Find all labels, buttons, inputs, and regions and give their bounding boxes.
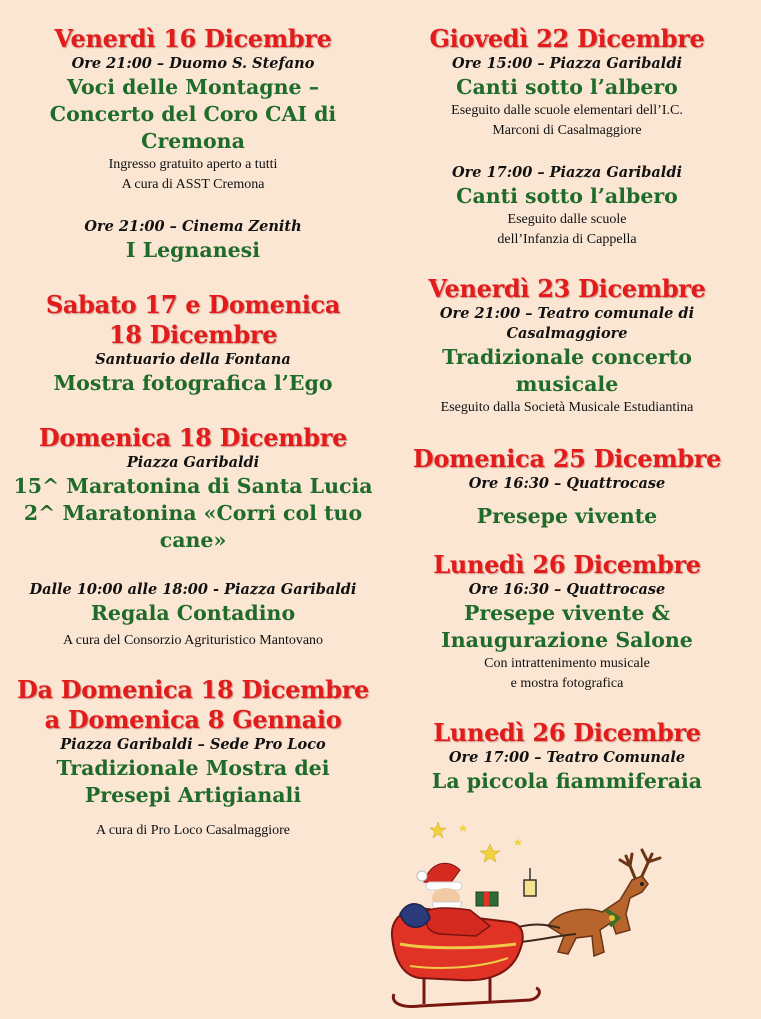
event-time-place: Piazza Garibaldi – Sede Pro Loco [60,736,326,753]
event-sabato-17 [4,290,382,397]
lantern-icon [524,868,536,896]
event-date-line: Da Domenica 18 Dicembre [16,675,370,704]
event-date: Domenica 25 Dicembre [412,444,722,473]
event-title-line: Tradizionale Mostra dei [56,756,330,780]
santa [400,863,498,936]
event-date: Giovedì 22 Dicembre [429,24,705,53]
event-date-line: Sabato 17 e Domenica [45,290,341,319]
event-note: dell’Infanzia di Cappella [497,232,637,247]
event-time-place: Ore 17:00 – Teatro Comunale [448,749,686,766]
event-title-line: Presepe vivente & [463,601,671,625]
event-mostra-presepi [4,675,382,841]
reindeer [548,850,660,956]
event-note: Ingresso gratuito aperto a tutti [108,157,278,172]
event-note: e mostra fotografica [510,676,624,691]
event-note: Eseguito dalle scuole elementari dell’I.C. [451,103,683,118]
event-lunedi-26-teatro [376,718,758,795]
event-time-place: Ore 16:30 – Quattrocase [468,475,666,492]
event-note: A cura di Pro Loco Casalmaggiore [95,823,290,838]
event-title-line: 2^ Maratonina «Corri col tuo [23,501,363,525]
event-venerdi-23 [376,274,758,418]
event-title-line: Tradizionale concerto [442,345,692,369]
event-title: La piccola fiammiferaia [431,769,703,793]
event-time-place: Santuario della Fontana [95,351,291,368]
event-time-place: Ore 17:00 – Piazza Garibaldi [452,164,682,181]
event-title: I Legnanesi [126,238,260,262]
event-title-line: musicale [515,372,619,396]
event-date-line: a Domenica 8 Gennaio [44,705,342,734]
event-title-line: Cremona [141,129,245,153]
event-time-place: Ore 21:00 – Duomo S. Stefano [71,55,315,72]
event-lunedi-26-presepe [376,550,758,694]
event-title: Regala Contadino [90,601,296,625]
event-canti-17 [376,163,758,250]
event-time-place: Ore 16:30 – Quattrocase [468,581,666,598]
event-giovedi-22 [376,24,758,141]
event-date: Lunedì 26 Dicembre [433,718,701,747]
event-time-place: Dalle 10:00 alle 18:00 - Piazza Garibaldi [29,581,357,598]
event-date-line: 18 Dicembre [108,320,278,349]
event-title-line: 15^ Maratonina di Santa Lucia [13,474,373,498]
event-title-line: Concerto del Coro CAI di [49,102,337,126]
event-venerdi-16 [4,24,382,195]
event-regala-contadino [4,580,382,651]
event-title: Mostra fotografica l’Ego [53,371,333,395]
event-title-line: Inaugurazione Salone [441,628,693,652]
event-note: Marconi di Casalmaggiore [492,123,642,138]
event-note: A cura del Consorzio Agrituristico Mantovano [62,633,324,648]
event-time-place: Ore 21:00 – Cinema Zenith [84,218,302,235]
event-domenica-25 [376,444,758,530]
event-title: Presepe vivente [476,504,658,528]
event-date: Lunedì 26 Dicembre [433,550,701,579]
event-date: Venerdì 16 Dicembre [54,24,332,53]
event-title: Canti sotto l’albero [456,184,678,208]
event-note: Eseguito dalla Società Musicale Estudiantina [440,400,694,415]
event-title: Canti sotto l’albero [456,75,678,99]
event-time-place: Ore 15:00 – Piazza Garibaldi [452,55,682,72]
left-column [4,24,382,841]
event-time-place: Piazza Garibaldi [126,454,260,471]
event-title-line: Presepi Artigianali [84,783,302,807]
event-date: Domenica 18 Dicembre [38,423,348,452]
event-time-place-line: Ore 21:00 – Teatro comunale di [439,305,695,322]
event-note: Eseguito dalle scuole [507,212,627,227]
event-domenica-18 [4,423,382,554]
right-column [376,24,758,795]
star-icon [459,824,522,846]
santa-sleigh-illustration [380,818,680,1018]
event-date: Venerdì 23 Dicembre [428,274,706,303]
event-time-place-line: Casalmaggiore [506,325,628,342]
event-title-line: Voci delle Montagne – [67,75,319,99]
event-note: A cura di ASST Cremona [121,177,265,192]
event-title-line: cane» [159,528,227,552]
event-legnanesi [4,217,382,264]
event-note: Con intrattenimento musicale [484,656,650,671]
